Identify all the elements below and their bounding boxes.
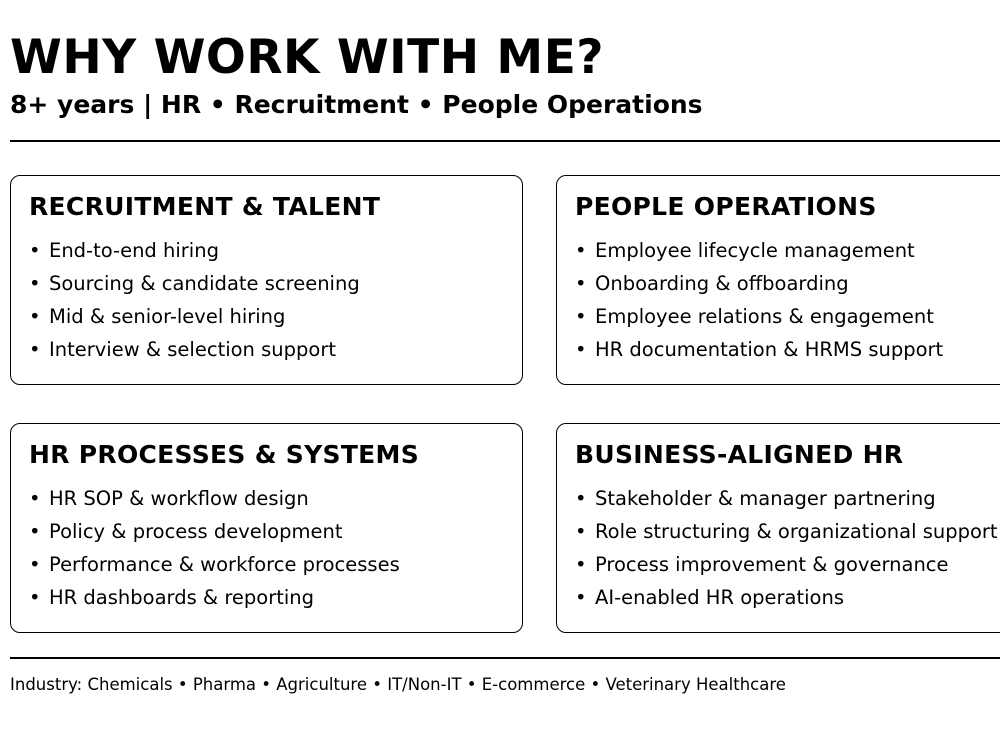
list-item — [29, 548, 400, 581]
list-item-text: Mid & senior-level hiring — [49, 305, 286, 328]
card-people-operations — [556, 175, 1000, 385]
bullet-icon: • — [575, 239, 587, 262]
card-title: BUSINESS-ALIGNED HR — [575, 440, 904, 469]
industry-footer: Industry: Chemicals • Pharma • Agriculture • IT/Non-IT • E-commerce • Veterinary Healthcare — [10, 675, 786, 694]
bullet-icon: • — [29, 586, 41, 609]
bullet-icon: • — [29, 272, 41, 295]
bullet-icon: • — [575, 553, 587, 576]
card-title: RECRUITMENT & TALENT — [29, 192, 381, 221]
list-item-text: Stakeholder & manager partnering — [595, 487, 936, 510]
list-item — [575, 581, 998, 614]
list-item — [29, 333, 360, 366]
list-item-text: Performance & workforce processes — [49, 553, 400, 576]
bullet-icon: • — [29, 239, 41, 262]
list-item-text: Policy & process development — [49, 520, 343, 543]
list-item-text: Sourcing & candidate screening — [49, 272, 360, 295]
bullet-icon: • — [575, 586, 587, 609]
card-list — [29, 482, 400, 614]
list-item — [29, 515, 400, 548]
bullet-icon: • — [575, 305, 587, 328]
list-item — [29, 482, 400, 515]
list-item — [29, 300, 360, 333]
list-item-text: HR documentation & HRMS support — [595, 338, 944, 361]
list-item — [575, 515, 998, 548]
page-title: WHY WORK WITH ME? — [10, 30, 605, 85]
card-title: HR PROCESSES & SYSTEMS — [29, 440, 420, 469]
bullet-icon: • — [29, 338, 41, 361]
list-item-text: Employee relations & engagement — [595, 305, 934, 328]
list-item — [575, 300, 943, 333]
list-item-text: HR dashboards & reporting — [49, 586, 315, 609]
list-item — [575, 333, 943, 366]
top-divider — [10, 140, 1000, 142]
bullet-icon: • — [29, 487, 41, 510]
list-item — [29, 267, 360, 300]
card-list — [575, 482, 998, 614]
bullet-icon: • — [29, 553, 41, 576]
list-item — [29, 581, 400, 614]
list-item — [575, 267, 943, 300]
list-item-text: AI-enabled HR operations — [595, 586, 844, 609]
bottom-divider — [10, 657, 1000, 659]
card-list — [575, 234, 943, 366]
list-item — [575, 548, 998, 581]
list-item — [29, 234, 360, 267]
list-item-text: Employee lifecycle management — [595, 239, 915, 262]
page-subtitle: 8+ years | HR • Recruitment • People Operations — [10, 90, 703, 119]
bullet-icon: • — [29, 520, 41, 543]
list-item-text: Process improvement & governance — [595, 553, 949, 576]
bullet-icon: • — [575, 520, 587, 543]
list-item-text: HR SOP & workflow design — [49, 487, 309, 510]
bullet-icon: • — [575, 338, 587, 361]
card-list — [29, 234, 360, 366]
card-recruitment-talent — [10, 175, 523, 385]
list-item-text: Onboarding & offboarding — [595, 272, 849, 295]
list-item-text: Interview & selection support — [49, 338, 336, 361]
card-title: PEOPLE OPERATIONS — [575, 192, 877, 221]
card-hr-processes-systems — [10, 423, 523, 633]
list-item-text: Role structuring & organizational support — [595, 520, 998, 543]
list-item — [575, 234, 943, 267]
bullet-icon: • — [575, 487, 587, 510]
list-item — [575, 482, 998, 515]
bullet-icon: • — [29, 305, 41, 328]
list-item-text: End-to-end hiring — [49, 239, 219, 262]
bullet-icon: • — [575, 272, 587, 295]
card-business-aligned-hr — [556, 423, 1000, 633]
